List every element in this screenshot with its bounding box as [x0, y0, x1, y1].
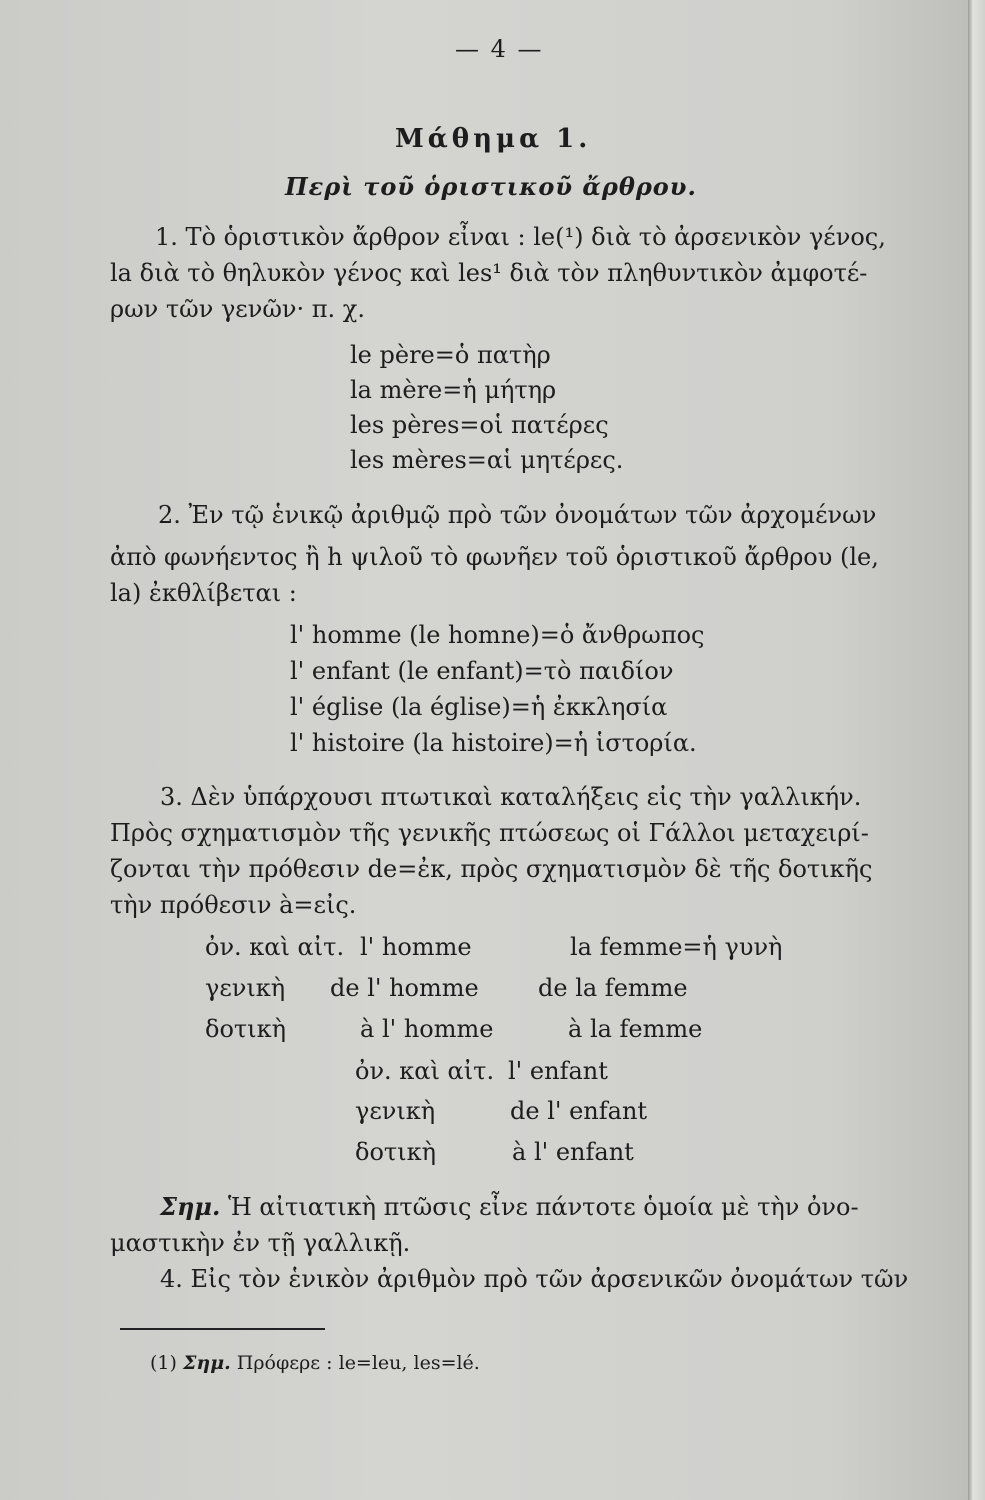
page-edge	[968, 0, 985, 1500]
section1-line: 1. Τὸ ὁριστικὸν ἄρθρον εἶναι : le(¹) διὰ τὸ ἀρσενικὸν γένος,	[155, 223, 886, 251]
case-label: γενικὴ	[205, 974, 286, 1002]
footnote-rule	[120, 1328, 325, 1330]
section1-example: le père=ὁ πατὴρ	[350, 341, 551, 369]
section1-example: les mères=αἱ μητέρες.	[350, 446, 624, 474]
section3-line: ζονται τὴν πρόθεσιν de=ἐκ, πρὸς σχηματισμὸν δὲ τῆς δοτικῆς	[110, 855, 873, 883]
case-label: ὀν. καὶ αἰτ.	[205, 933, 345, 961]
footnote-text: Πρόφερε : le=leu, les=lé.	[236, 1352, 480, 1374]
section1-example: la mère=ἡ μήτηρ	[350, 376, 557, 404]
fem-form: de la femme	[538, 974, 688, 1002]
section1-line: ρων τῶν γενῶν· π. χ.	[110, 295, 365, 323]
neuter-form: à l' enfant	[512, 1138, 634, 1166]
masc-form: l' homme	[360, 933, 472, 961]
section2-line: la) ἐκθλίβεται :	[110, 579, 297, 607]
neuter-form: l' enfant	[508, 1057, 608, 1085]
section2-example: l' homme (le homne)=ὁ ἄνθρωπος	[290, 621, 705, 649]
lesson-title: Μάθημα 1.	[395, 124, 592, 154]
fem-form: la femme=ἡ γυνὴ	[570, 933, 783, 961]
section2-example: l' enfant (le enfant)=τὸ παιδίον	[290, 657, 674, 685]
section2-line: 2. Ἐν τῷ ἑνικῷ ἀριθμῷ πρὸ τῶν ὀνομάτων τῶν ἀρχομένων	[158, 501, 877, 529]
case-label: ὀν. καὶ αἰτ.	[355, 1057, 495, 1085]
masc-form: à l' homme	[360, 1015, 494, 1043]
section2-example: l' histoire (la histoire)=ἡ ἱστορία.	[290, 729, 697, 757]
masc-form: de l' homme	[330, 974, 479, 1002]
section4-line: 4. Εἰς τὸν ἑνικὸν ἀριθμὸν πρὸ τῶν ἀρσενικῶν ὀνομάτων τῶν	[160, 1265, 909, 1293]
section3-line: Πρὸς σχηματισμὸν τῆς γενικῆς πτώσεως οἱ Γάλλοι μεταχειρί-	[110, 819, 869, 847]
case-label: γενικὴ	[355, 1097, 436, 1125]
section1-example: les pères=οἱ πατέρες	[350, 411, 609, 439]
section2-example: l' église (la église)=ἡ ἐκκλησία	[290, 693, 668, 721]
fem-form: à la femme	[568, 1015, 703, 1043]
footnote	[150, 1348, 480, 1378]
section3-line: τὴν πρόθεσιν à=εἰς.	[110, 891, 357, 919]
section3-line: 3. Δὲν ὑπάρχουσι πτωτικαὶ καταλήξεις εἰς τὴν γαλλικήν.	[160, 783, 862, 811]
page-number: — 4 —	[455, 35, 544, 63]
footnote-label: Σημ.	[182, 1352, 231, 1374]
note-label: Σημ.	[160, 1192, 221, 1221]
section2-line: ἀπὸ φωνήεντος ἢ h ψιλοῦ τὸ φωνῆεν τοῦ ὁριστικοῦ ἄρθρου (le,	[110, 543, 879, 571]
note-line	[160, 1192, 859, 1222]
note-line: μαστικὴν ἐν τῇ γαλλικῇ.	[110, 1229, 411, 1257]
case-label: δοτικὴ	[205, 1015, 286, 1043]
footnote-marker: (1)	[150, 1352, 177, 1374]
case-label: δοτικὴ	[355, 1138, 436, 1166]
neuter-form: de l' enfant	[510, 1097, 648, 1125]
note-text: Ἡ αἰτιατικὴ πτῶσις εἶνε πάντοτε ὁμοία μὲ τὴν ὀνο-	[227, 1193, 859, 1221]
section1-line: la διὰ τὸ θηλυκὸν γένος καὶ les¹ διὰ τὸν πληθυντικὸν ἀμφοτέ-	[110, 259, 868, 287]
lesson-subtitle: Περὶ τοῦ ὁριστικοῦ ἄρθρου.	[285, 172, 697, 201]
